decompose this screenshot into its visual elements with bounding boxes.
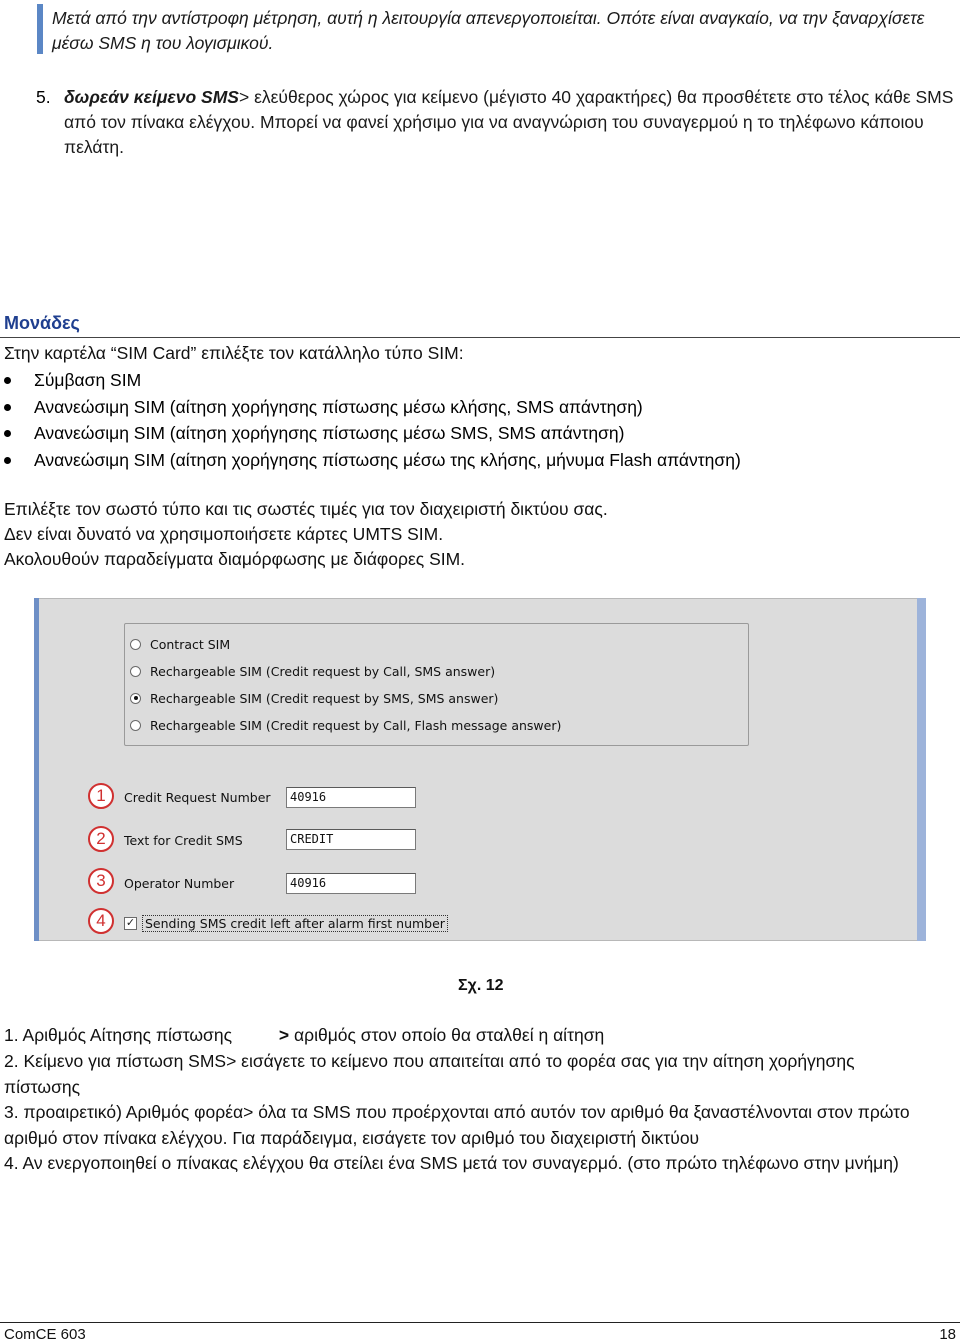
item5-text bbox=[64, 85, 959, 160]
bullet-text: Ανανεώσιμη SIM (αίτηση χορήγησης πίστωσης μέσω κλήσης, SMS απάντηση) bbox=[34, 396, 643, 417]
list-item bbox=[4, 1049, 929, 1100]
radio-recharge-sms-sms[interactable] bbox=[130, 688, 498, 708]
item5-rest: > ελεύθερος χώρος για κείμενο (μέγιστο 40 χαρακτήρες) θα προσθέτετε στο τέλος κάθε SMS από τον πίνακα ελέγχου. Μπορεί να φανεί χρήσιμο για να αναγνώριση του συναγερμού η το τηλέφωνο κάποιου πελάτη. bbox=[64, 87, 954, 157]
radio-contract-sim[interactable] bbox=[130, 634, 230, 654]
item5-bold: δωρεάν κείμενο SMS bbox=[64, 87, 239, 107]
list-item bbox=[0, 394, 900, 421]
radio-icon[interactable] bbox=[130, 639, 141, 650]
credit-sms-text-label: Text for Credit SMS bbox=[124, 833, 243, 848]
list-item bbox=[4, 1100, 929, 1151]
sms-credit-checkbox[interactable]: ✓ bbox=[125, 917, 136, 929]
footer-product: ComCE 603 bbox=[4, 1326, 86, 1343]
radio-recharge-call-sms[interactable] bbox=[130, 661, 495, 681]
screenshot-left-edge bbox=[34, 598, 39, 941]
list-text: προαιρετικό) Αριθμός φορέα> όλα τα SMS που προέρχονται από αυτόν τον αριθμό θα ξαναστέλνονται στον πρώτο αριθμό στον πίνακα ελέγχου. Για παράδειγμα, εισάγετε τον αριθμό του διαχειριστή δικτύου bbox=[4, 1102, 910, 1148]
list-item bbox=[0, 367, 900, 394]
bullet-icon bbox=[4, 430, 11, 437]
figure-caption: Σχ. 12 bbox=[458, 977, 504, 994]
section-title: Μονάδες bbox=[4, 313, 80, 333]
radio-icon[interactable] bbox=[130, 720, 141, 731]
list-number: 2. bbox=[4, 1051, 19, 1071]
footer-divider bbox=[0, 1322, 960, 1323]
list-item bbox=[0, 447, 900, 474]
sms-credit-checkbox-label[interactable]: Sending SMS credit left after alarm first number bbox=[142, 915, 448, 932]
section-intro: Στην καρτέλα “SIM Card” επιλέξτε τον κατάλληλο τύπο SIM: bbox=[4, 343, 464, 363]
bullet-text: Ανανεώσιμη SIM (αίτηση χορήγησης πίστωσης μέσω της κλήσης, μήνυμα Flash απάντηση) bbox=[34, 449, 741, 470]
list-number: 1. bbox=[4, 1025, 19, 1045]
radio-recharge-call-flash[interactable] bbox=[130, 715, 561, 735]
marker-2: 2 bbox=[88, 826, 114, 852]
radio-label: Rechargeable SIM (Credit request by Call, SMS answer) bbox=[150, 663, 496, 679]
list-item bbox=[4, 1023, 959, 1049]
radio-label: Rechargeable SIM (Credit request by SMS, SMS answer) bbox=[150, 690, 499, 706]
operator-number-label: Operator Number bbox=[124, 876, 235, 891]
bullet-icon bbox=[4, 457, 11, 464]
para-line: Επιλέξτε τον σωστό τύπο και τις σωστές τιμές για τον διαχειριστή δικτύου σας. bbox=[4, 499, 608, 519]
radio-icon[interactable] bbox=[130, 666, 141, 677]
list-text: Κείμενο για πίστωση SMS> εισάγετε το κείμενο που απαιτείται από το φορέα σας για την αίτηση χορήγησης πίστωσης bbox=[4, 1051, 855, 1097]
bullet-icon bbox=[4, 404, 11, 411]
para-line: Ακολουθούν παραδείγματα διαμόρφωσης με διάφορες SIM. bbox=[4, 549, 466, 569]
operator-number-input[interactable]: 40916 bbox=[286, 873, 416, 894]
note-text: Μετά από την αντίστροφη μέτρηση, αυτή η λειτουργία απενεργοποιείται. Οπότε είναι αναγκαίο, να την ξαναρχίσετε μέσω SMS η του λογισμικού. bbox=[52, 8, 925, 53]
list-text: Αριθμός Αίτησης πίστωσης bbox=[22, 1025, 233, 1045]
marker-3: 3 bbox=[88, 868, 114, 894]
sim-type-list bbox=[0, 367, 900, 473]
list-number: 3. bbox=[4, 1102, 19, 1122]
list-separator: > bbox=[278, 1025, 290, 1045]
section-divider bbox=[0, 337, 960, 338]
list-number: 4. bbox=[4, 1153, 19, 1173]
list-text: Αν ενεργοποιηθεί ο πίνακας ελέγχου θα στείλει ένα SMS μετά τον συναγερμό. (στο πρώτο τηλέφωνο στην μνήμη) bbox=[22, 1153, 899, 1173]
item5-number: 5. bbox=[36, 87, 51, 107]
radio-label: Contract SIM bbox=[150, 636, 231, 652]
note-accent-bar bbox=[37, 4, 43, 54]
bullet-text: Σύμβαση SIM bbox=[34, 370, 142, 390]
screenshot-right-edge bbox=[917, 598, 926, 941]
radio-selected-icon[interactable] bbox=[130, 693, 141, 704]
page-number: 18 bbox=[939, 1326, 956, 1343]
credit-request-number-label: Credit Request Number bbox=[124, 790, 271, 805]
para-line: Δεν είναι δυνατό να χρησιμοποιήσετε κάρτες UMTS SIM. bbox=[4, 524, 444, 544]
radio-label: Rechargeable SIM (Credit request by Call, Flash message answer) bbox=[150, 717, 562, 733]
credit-request-number-input[interactable]: 40916 bbox=[286, 787, 416, 808]
bullet-icon bbox=[4, 377, 11, 384]
list-text-rest: αριθμός στον οποίο θα σταλθεί η αίτηση bbox=[294, 1025, 605, 1045]
marker-1: 1 bbox=[88, 783, 114, 809]
list-item bbox=[0, 420, 900, 447]
marker-4: 4 bbox=[88, 908, 114, 934]
bullet-text: Ανανεώσιμη SIM (αίτηση χορήγησης πίστωσης μέσω SMS, SMS απάντηση) bbox=[34, 423, 625, 443]
list-item bbox=[4, 1151, 929, 1177]
credit-sms-text-input[interactable]: CREDIT bbox=[286, 829, 416, 850]
